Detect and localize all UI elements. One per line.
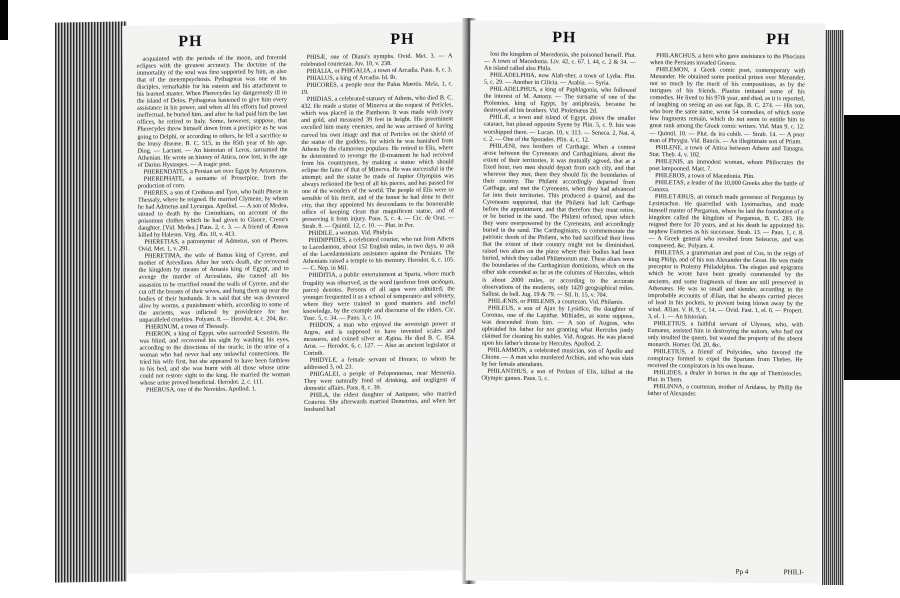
dictionary-entry: PHILENE, a town of Attica between Athens and Tanagra. Stat. Theb. 4, v. 102. [649, 143, 805, 159]
dictionary-entry: lost the kingdom of Macedonia, she poisoned herself. Plut. — A town of Macedonia. Liv. 42, c. 67. l. 44, c. 2 & 34. — An island called also Phila. [484, 50, 637, 73]
dictionary-entry: PHERINUM, a town of Thessaly. [145, 322, 229, 331]
dictionary-entry: PHERES, a son of Cretheus and Tyro, who built Pheræ in Thessaly, where he reigned. He married Clymene, by whom he had Admetus and Lycurgus. Apollod. — A son of Medea, stoned to death by the Corinthians, on account of the poisonous clothes which he had given to Glauce, Creon's daughter. [Vid. Medea.] Paus. 2, c. 3. — A friend of Æneas killed by Halesus. Virg. Æn. 10, v. 413. [137, 187, 289, 239]
dictionary-entry: PHIDON, a man who enjoyed the sovereign power at Argos, and is supposed to have invented scales and measures, and coined silver at Ægina. He died B. C. 854. Arist. — Herodot. 6, c. 127. — Also an ancient legislator at Corinth. [303, 320, 456, 357]
dictionary-entry: PHILETIUS, a friend of Polycides, who favored the conspiracy formed to expel the Spartans from Thebes. He received the conspirators in his own house. [647, 348, 803, 371]
dictionary-entry: PHERON, a king of Egypt, who succeeded Sesostris. He was blind, and recovered his sight by washing his eyes, according to the directions of the oracle, in the urine of a woman who had never had any unlawful connections. He tried his wife first, but she appeared to have been faithless to his bed, and she was burnt with all those whose urine could not restore sight to the king. He married the woman whose urine proved beneficial. Herodot. 2, c. 111. [139, 328, 290, 387]
signature-mark: Pp 4 [735, 567, 749, 576]
dictionary-entry: PHILARCHUS, a hero who gave assistance to the Phocians when the Persians invaded Greece. [650, 52, 806, 67]
dictionary-entry: acquainted with the periods of the moon, and foretold eclipses with the greatest accuracy. The doctrine of the immortality of the soul was first supported by him, as also that of the metempsychosis. Pythagoras was one of his disciples, remarkable for his esteem and his attachment to his learned master. When Pherecydes lay dangerously ill in the island of Delos, Pythagoras hastened to give him every assistance in his power, and when all his efforts had proved ineffectual, he buried him, and after he had paid him the last offices, he retired to Italy. Some, however, suppose, that Pherecydes threw himself down from a precipice as he was going to Delphi, or according to others, he fell a sacrifice to the lousy disease, B. C. 515, in the 85th year of his age. Diog. — Lactant. — An historian of Leros, surnamed the Athenian. He wrote an history of Attica, now lost, in the age of Darius Hystaspes. — A tragic poet. [136, 54, 288, 169]
dictionary-entry: PHIDIAS, a celebrated statuary of Athens, who died B. C. 432. He made a statue of Minerva at the request of Pericles, which was placed in the Pantheon. It was made with ivory and gold, and measured 39 feet in height. His preeminent excelled him many enemies, and he was accused of having carved his own image and that of Pericles on the shield of the statue of the goddess, for which he was banished from Athens by the clamorous populace. He retired to Elis, where he determined to revenge the ill-treatment he had received from his countrymen, by making a statue which should eclipse the fame of that of Minerva. He was successful in the attempt; and the statue he made of Jupiter Olympius was always reckoned the best of all his pieces, and has passed for one of the wonders of the world. The people of Elis were so sensible of his merit, and of the honor he had done to their city, that they appointed his descendants to the honourable office of keeping clean that magnificent statue, and of preserving it from injury. Paus. 5, c. 4. — Cic. de Orat. — Strab. 8. — Quintil. 12, c. 10. — Plut. in Per. [300, 94, 455, 231]
dictionary-entry: PHERETIMA, the wife of Battus king of Cyrene, and mother of Arcesilaus. After her son's death, she recovered the kingdom by means of Amasis king of Egypt, and to avenge the murder of Arcesilaus, she caused all his assassins to be crucified round the walls of Cyrene, and she cut off the breasts of their wives, and hung them up near the bodies of their husbands. It is said that she was devoured alive by worms, a punishment which, according to some of the ancients, was inflicted by providence for her unparalleled cruelties. Polyæn. 8. — Herodot. 4, c. 204, &c. [138, 251, 290, 324]
dark-shadow-right [835, 115, 900, 380]
dictionary-entry: PHILANTHUS, a son of Prolaus of Elis, killed at the Olympic games. Paus. 5, c. [481, 367, 634, 383]
right-page-edges [822, 30, 844, 585]
left-page [122, 22, 475, 574]
dictionary-entry: PHERENDATES, a Persian set over Egypt by Artaxerxes. [143, 166, 288, 176]
dictionary-entry: PHILETIUS, a faithful servant of Ulysses, who, with Eumæus, assisted him in destroying the suitors, who had not only insulted the queen, but wasted the property of the absent monarch. Homer. Od. 20, &c. [647, 319, 803, 349]
right-page [466, 20, 826, 583]
left-page-edges [55, 21, 127, 582]
dictionary-entry: PHICORES, a people near the Palus Mæotis. Mela, 1, c. 19. [300, 80, 453, 97]
dictionary-entry: PHIDILE, a woman. Vid. Phidyla. [308, 229, 394, 238]
dictionary-entry: PHILEUS, a son of Ajax by Lysidice, the daughter of Coronus, one of the Lapithæ. Miltiades, as some suppose, was descended from him. — A son of Augeas, who upbraided his father for not granting what Hercules justly claimed for cleaning his stables. Vid. Augeas. He was placed upon his father's throne by Hercules. Apollod. 2. [481, 304, 634, 348]
dictionary-entry: PHILETÆRUS, an eunuch made governor of Pergamus by Lysimachus. He quarrelled with Lysimachus, and made himself master of Pergamus, where he laid the foundation of a kingdom called the kingdom of Pergamus, B. C. 283. He reigned there for 20 years, and at his death he appointed his nephew Eumenes as his successor. Strab. 13. — Paus. 1, c. 8. — A Greek general who revolted from Seleucus, and was conquered, &c. Polyæn. 4. [648, 193, 804, 250]
dictionary-entry: PHILAMMON, a celebrated musician, son of Apollo and Chione. — A man who murdered Archias, and who was slain by her female attendants. [481, 346, 634, 369]
dark-corner [0, 0, 8, 40]
dictionary-entry: PHIDYLE, a female servant of Horace, to whom he addressed 3, od. 23. [303, 355, 456, 372]
left-column-2 [300, 52, 457, 566]
dictionary-entry: PHILEROS, a town of Macedonia. Plin. [655, 171, 755, 180]
right-column-1 [480, 51, 636, 564]
right-header-left: PH [552, 29, 577, 47]
right-column-2 [646, 52, 805, 565]
dictionary-entry: PHILETAS, a leader of the 10,000 Greeks after the battle of Cunaxa. [648, 178, 805, 194]
dictionary-entry: PHILEMON, a Greek comic poet, contemporary with Menander. He obtained some poetical prizes over Menander, not so much by the merit of his compositions, as by the intrigues of his friends. Plautus imitated some of his comedies. He lived to his 97th year, and died, as it is reported, of laughing on seeing an ass eat figs, B. C. 274. — His son, who bore the same name, wrote 54 comedies, of which some few fragments remain, which do not seem to entitle him to great rank among the Greek comic writers. Vid. Man 9, c. 12. — Quintil. 10. — Plut. de ira cohib. — Strab. 14. — A poor man of Phrygia. Vid. Baucis. — An illegitimate son of Priam. [649, 66, 806, 145]
dictionary-entry: PHISÆ, one of Diana's nymphs. Ovid. Met. 3. — A celebrated courtezan. Juv. 10, v. 238. [300, 52, 453, 69]
dictionary-entry: PHIDITIA, a public entertainment at Sparta, where much frugality was observed, as the word (φειδιτια from φειδομαι, parco) denotes. Persons of all ages were admitted; the younger frequented it as a school of temperance and sobriety, where they were trained to good manners and useful knowledge, by the example and discourse of the elders. Cic. Tusc. 5, c. 34. — Paus. 3, c. 10. [302, 270, 456, 322]
dictionary-entry: PHERUSA, one of the Nereides. Apollod. 1. [145, 385, 257, 394]
left-header-left: PH [178, 32, 203, 51]
dictionary-entry: PHIDIPPIDES, a celebrated courier, who ran from Athens to Lacedæmon, about 152 English miles, in two days, to ask of the Lacedæmonians assistance against the Persians. The Athenians raised a temple to his memory. Herodot. 6, c. 105. — C. Nep. in Mil. [302, 235, 455, 273]
dictionary-entry: PHILIDES, a dealer in horses in the age of Themistocles. Plut. in Them. [647, 369, 803, 384]
dictionary-entry: PHILENIS, an immodest woman, whom Philocrates the poet lampooned. Mart. 7. [649, 157, 805, 173]
dictionary-entry: PHILÆNIS, or PHILENIS, a courtezan. Vid. Philænis. [487, 297, 624, 306]
dictionary-entry: PHIALIA, or PHIGALIA, a town of Arcadia. Paus. 8, c. 3. [306, 66, 453, 75]
dictionary-entry: PHIALUS, a king of Arcadia. Id. Ib. [306, 74, 397, 83]
dictionary-entry: PHILA, the eldest daughter of Antipater, who married Craterus. She afterwards married Demetrius, and when her husband had [304, 390, 457, 414]
left-column-1 [136, 54, 291, 568]
left-header-right: PH [390, 30, 415, 49]
dictionary-entry: PHILINNA, a courtezan, mother of Aridæus, by Philip the father of Alexander. [647, 383, 803, 398]
dictionary-entry: PHIGALEI, a people of Peloponnesus, near Messenia. They were naturally fond of drinking, and negligent of domestic affairs. Paus. 8, c. 39. [303, 369, 456, 393]
catchword: PHILI- [783, 568, 804, 577]
dictionary-entry: PHILADELPHUS, a king of Paphlagonia, who followed the interest of M. Antony. — The surname of one of the Ptolemies, king of Egypt, by antiphrasis, because he destroyed all his brothers. Vid. Ptolemæus 2d. [483, 85, 636, 115]
dictionary-entry: PHILADELPHIA, now Alah-sher, a town of Lydia. Plin. 5, c. 29. — Another in Cilicia. — Arabia. — Syria. [483, 71, 636, 87]
dictionary-entry: PHILÆ, a town and island of Egypt, above the smaller cataract, but placed opposite Syene by Plin. 5, c. 9. Isis was worshipped there. — Lucan. 10, v. 313. — Seneca. 2, Nat. 4, c. 2. — One of the Sporades. Plin. 4, c. 12. [483, 114, 636, 144]
dictionary-entry: PHEREPHATE, a surname of Proserpine, from the production of corn. [137, 173, 288, 190]
dictionary-entry: PHERETIAS, a patronymic of Admetus, son of Pheres. Ovid. Met. 1, v. 291. [138, 237, 289, 253]
right-header-right: PH [766, 31, 791, 49]
dictionary-entry: PHILÆNI, two brothers of Carthage. When a contest arose between the Cyreneans and Carthaginians, about the extent of their territories, it was mutually agreed, that at a fixed hour, two men should depart from each city, and that wherever they met, there they should fix the boundaries of their country. The Philæni accordingly departed from Carthage, and met the Cyreneans, when they had advanced far into their territories. This produced a quarrel, and the Cyreneans supported, that the Philæni had left Carthage before the appointment, and that therefore they must retire, or be buried in the sand. The Philæni refused, upon which they were overpowered by the Cyreneans, and accordingly buried in the sand. The Carthaginians, to commemorate the patriotic deeds of the Philæni, who had sacrificed their lives that the extent of their country might not be diminished, raised two altars on the place where their bodies had been buried, which they called Philænorum aræ. These altars were the boundaries of the Carthaginian dominions, which on the other side extended as far as the columns of Hercules, which is about 2000 miles, or according to the accurate observations of the moderns, only 1420 geographical miles. Sallust. de bell. Jug. 19 & 79. — Sil. It. 15, v. 704. [482, 142, 636, 299]
dictionary-entry: PHILETAS, a grammarian and poet of Cos, in the reign of king Philip, and of his son Alexander the Great. He was made preceptor to Ptolemy Philadelphus. The elegies and epigrams which he wrote have been greatly commended by the ancients, and some fragments of them are still preserved in Athenæus. He was so small and slender, according to the improbable accounts of Ælian, that he always carried pieces of lead in his pockets, to prevent being blown away by the wind. Ælian. V. H. 9, c. 14. — Ovid. Fast. 1, el. 6. — Propert. 3, el. 1. — An historian. [647, 249, 804, 321]
